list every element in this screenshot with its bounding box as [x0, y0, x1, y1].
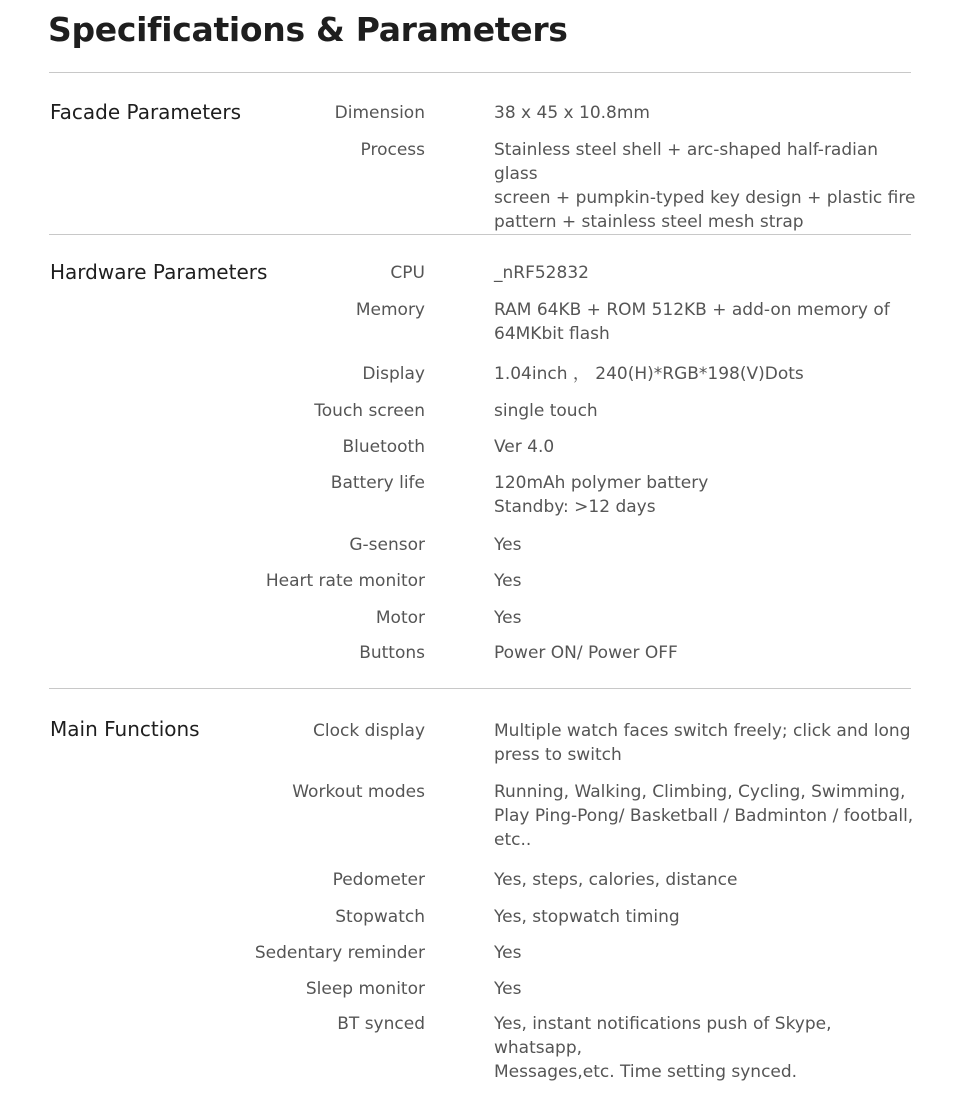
spec-label-bt-synced: BT synced — [337, 1014, 425, 1034]
spec-label-sedentary-reminder: Sedentary reminder — [254, 943, 425, 963]
spec-label-process: Process — [360, 140, 425, 160]
spec-label-g-sensor: G-sensor — [349, 535, 425, 555]
spec-label-display: Display — [362, 364, 425, 384]
spec-label-dimension: Dimension — [334, 103, 425, 123]
page-title: Specifications & Parameters — [48, 10, 568, 49]
spec-value-battery-life: 120mAh polymer battery Standby: >12 days — [494, 473, 709, 517]
spec-label-workout-modes: Workout modes — [292, 782, 425, 802]
spec-label-sleep-monitor: Sleep monitor — [305, 979, 425, 999]
spec-value-clock-display: Multiple watch faces switch freely; click and long press to switch — [494, 721, 911, 765]
spec-value-memory: RAM 64KB + ROM 512KB + add-on memory of 64MKbit flash — [494, 300, 890, 344]
spec-label-clock-display: Clock display — [313, 721, 425, 741]
divider — [49, 72, 911, 73]
spec-label-buttons: Buttons — [359, 643, 425, 663]
spec-value-motor: Yes — [494, 608, 522, 628]
spec-value-heart-rate: Yes — [494, 571, 522, 591]
section-title-hardware: Hardware Parameters — [50, 260, 268, 284]
spec-label-battery-life: Battery life — [330, 473, 425, 493]
spec-value-sleep-monitor: Yes — [494, 979, 522, 999]
divider — [49, 234, 911, 235]
spec-label-motor: Motor — [375, 608, 425, 628]
spec-label-bluetooth: Bluetooth — [342, 437, 425, 457]
spec-value-cpu: _nRF52832 — [494, 263, 589, 283]
spec-label-pedometer: Pedometer — [332, 870, 425, 890]
spec-label-stopwatch: Stopwatch — [335, 907, 425, 927]
spec-value-stopwatch: Yes, stopwatch timing — [494, 907, 680, 927]
spec-value-g-sensor: Yes — [494, 535, 522, 555]
spec-label-cpu: CPU — [390, 263, 425, 283]
spec-value-bluetooth: Ver 4.0 — [494, 437, 555, 457]
spec-label-touch-screen: Touch screen — [314, 401, 425, 421]
spec-label-heart-rate: Heart rate monitor — [265, 571, 425, 591]
spec-value-touch-screen: single touch — [494, 401, 598, 421]
spec-value-display: 1.04inch ， 240(H)*RGB*198(V)Dots — [494, 364, 804, 384]
spec-value-buttons: Power ON/ Power OFF — [494, 643, 678, 663]
spec-value-sedentary-reminder: Yes — [494, 943, 522, 963]
section-title-facade: Facade Parameters — [50, 100, 242, 124]
spec-label-memory: Memory — [355, 300, 425, 320]
spec-value-dimension: 38 x 45 x 10.8mm — [494, 103, 650, 123]
spec-value-process: Stainless steel shell + arc-shaped half-radian glass screen + pumpkin-typed key design + plastic fire pattern + stainless steel mesh strap — [494, 140, 916, 232]
spec-value-bt-synced: Yes, instant notifications push of Skype, whatsapp, Messages,etc. Time setting synced. — [494, 1014, 832, 1082]
divider — [49, 688, 911, 689]
spec-value-pedometer: Yes, steps, calories, distance — [494, 870, 738, 890]
section-title-main-functions: Main Functions — [50, 717, 200, 741]
spec-value-workout-modes: Running, Walking, Climbing, Cycling, Swimming, Play Ping-Pong/ Basketball / Badminton / football, etc.. — [494, 782, 914, 850]
